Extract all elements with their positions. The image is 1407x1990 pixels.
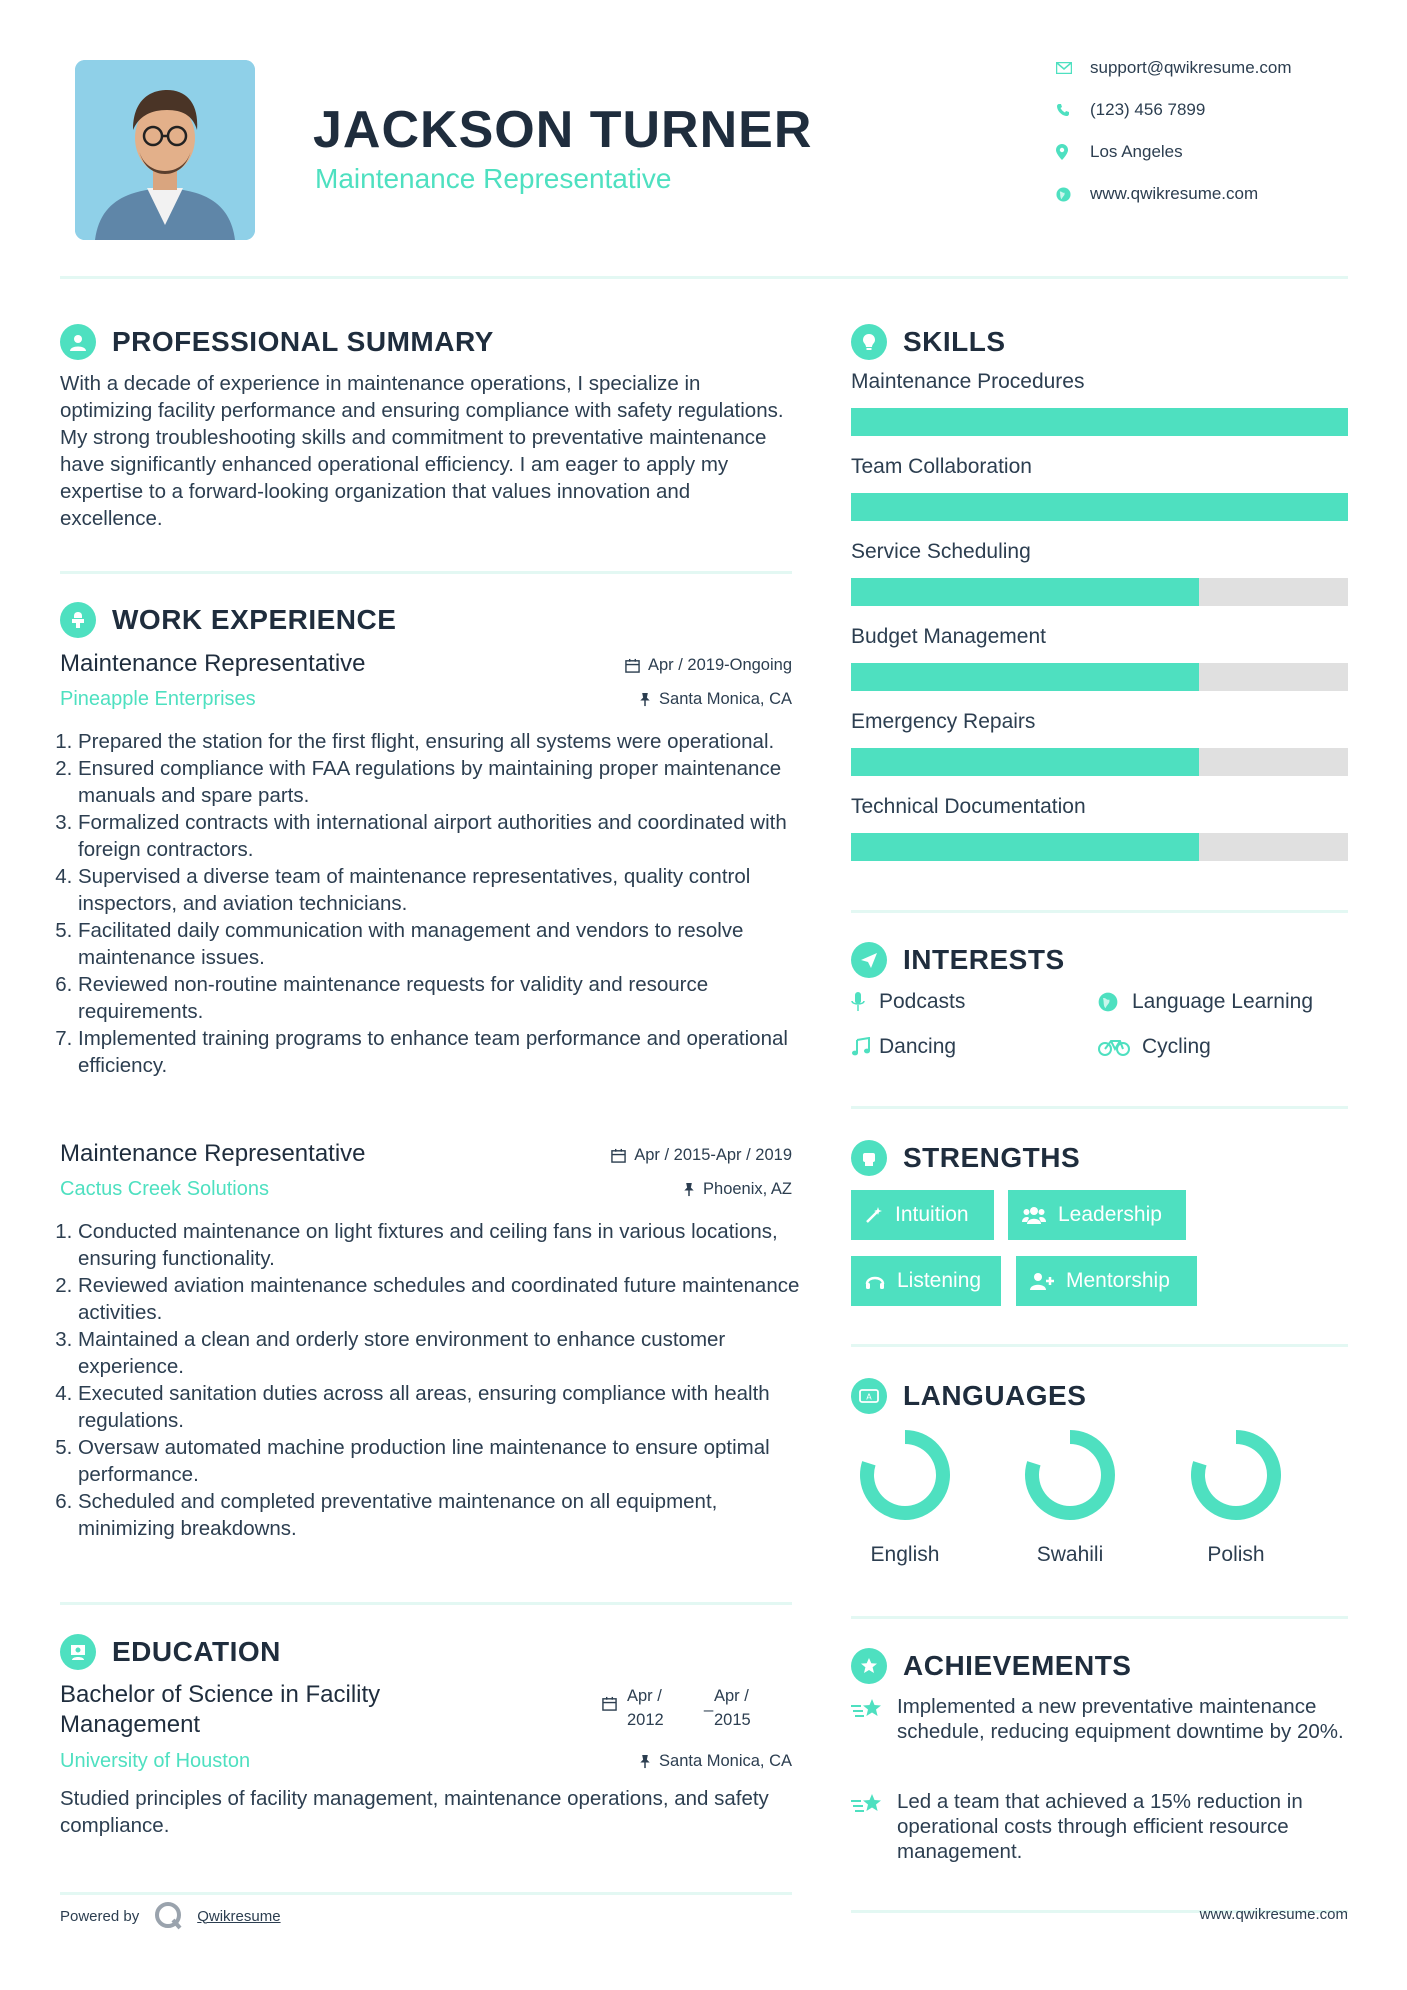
skill-bar-fill [851,833,1199,861]
interest-cycling [1098,1035,1211,1059]
qwikresume-logo-icon [153,1900,185,1932]
job-1-duty: 6. Reviewed non-routine maintenance requests for validity and resource requirements. [78,971,813,1025]
education-title: EDUCATION [112,1636,281,1667]
contact-phone-text: (123) 456 7899 [1090,100,1206,119]
skills-heading [851,324,1006,360]
skills-title: SKILLS [903,326,1006,357]
profile-photo-image [75,60,255,240]
translate-icon [851,1378,887,1414]
skill-bar-fill [851,663,1199,691]
contact-block [1056,56,1356,226]
calendar-icon [602,1696,617,1716]
achievement-item [851,1694,1348,1744]
interest-label: Language Learning [1132,990,1314,1013]
qwikresume-link[interactable]: Qwikresume [197,1907,281,1925]
candidate-role: Maintenance Representative [315,163,672,194]
skill-bar-track [851,833,1348,861]
strengths-divider [851,1344,1348,1347]
education-start-month: Apr / [627,1687,662,1705]
summary-divider [60,571,792,574]
skills-divider [851,910,1348,913]
strength-intuition [851,1190,994,1240]
candidate-name: JACKSON TURNER [313,101,813,159]
languages-heading [851,1378,1086,1414]
fist-icon [851,1140,887,1176]
work-divider [60,1602,792,1605]
magic-wand-icon [865,1206,883,1224]
contact-phone[interactable] [1056,98,1205,122]
language-label: Polish [1207,1543,1265,1566]
language-ring [1018,1423,1122,1527]
language-ring [1184,1423,1288,1527]
headphones-icon [865,1272,885,1290]
achievement-text: Led a team that achieved a 15% reduction in operational costs through efficient resource management. [897,1790,1303,1863]
job-2-dates-text: Apr / 2015-Apr / 2019 [634,1146,792,1164]
shooting-star-icon [851,1694,897,1744]
strengths-title: STRENGTHS [903,1142,1081,1173]
envelope-icon [1056,62,1090,74]
contact-website[interactable] [1056,182,1258,206]
interests-heading [851,942,1065,978]
contact-email[interactable] [1056,56,1292,80]
pushpin-icon [639,1754,651,1769]
skill-bar-track [851,408,1348,436]
strength-label: Listening [897,1269,982,1292]
microphone-icon [851,992,879,1012]
star-badge-icon [851,1648,887,1684]
education-start [627,1684,664,1732]
job-2-duty: 1. Conducted maintenance on light fixtures and ceiling fans in various locations, ensuring functionality. [78,1218,813,1272]
skill-label: Service Scheduling [851,540,1031,563]
strength-label: Leadership [1058,1203,1162,1226]
user-plus-icon [1030,1272,1054,1290]
interests-divider [851,1106,1348,1109]
calendar-icon [611,1148,626,1163]
work-heading [60,602,396,638]
job-2-duties [60,1218,813,1542]
interest-label: Dancing [879,1035,957,1058]
phone-icon [1056,103,1090,117]
job-2-duty: 5. Oversaw automated machine production line maintenance to ensure optimal performance. [78,1434,813,1488]
job-1-dates-text: Apr / 2019-Ongoing [647,656,792,674]
interests-title: INTERESTS [903,944,1065,975]
job-2-duty: 3. Maintained a clean and orderly store environment to enhance customer experience. [78,1326,813,1380]
education-degree-line1: Bachelor of Science in Facility [60,1681,381,1708]
contact-location [1056,140,1183,164]
work-title: WORK EXPERIENCE [112,604,397,635]
education-degree-line2: Management [60,1711,201,1738]
education-location-text: Santa Monica, CA [659,1752,792,1770]
interest-dancing [851,1035,956,1059]
profile-photo [75,60,255,240]
language-ring-arc [1198,1437,1274,1513]
contact-email-text: support@qwikresume.com [1090,58,1292,77]
job-2-title: Maintenance Representative [60,1140,366,1167]
map-pin-icon [1056,144,1090,160]
bicycle-icon [1098,1038,1142,1056]
job-1-duty: 1. Prepared the station for the first flight, ensuring all systems were operational. [78,728,813,755]
skill-bar-fill [851,408,1348,436]
job-1-dates [500,656,792,675]
language-label: Swahili [1036,1543,1104,1566]
pushpin-icon [639,692,651,707]
interest-label: Podcasts [879,990,966,1013]
interest-language-learning [1098,990,1313,1014]
skill-label: Budget Management [851,625,1046,648]
language-label: English [870,1543,940,1566]
education-degree [60,1680,380,1740]
strength-label: Intuition [895,1203,969,1226]
job-1-duty: 5. Facilitated daily communication with management and vendors to resolve maintenance issues. [78,917,813,971]
interest-podcasts [851,990,965,1014]
shooting-star-icon [851,1789,897,1864]
calendar-icon [625,658,640,673]
job-1-title: Maintenance Representative [60,650,366,677]
job-2-company: Cactus Creek Solutions [60,1178,269,1200]
language-ring-arc [1032,1437,1108,1513]
job-1-duties [60,728,813,1079]
users-icon [1022,1206,1046,1224]
skill-bar-fill [851,748,1199,776]
contact-location-text: Los Angeles [1090,142,1183,161]
skill-bar-track [851,663,1348,691]
contact-website-text: www.qwikresume.com [1090,184,1259,203]
education-end-month: Apr / [714,1687,749,1705]
strengths-heading [851,1140,1080,1176]
skill-bar-track [851,748,1348,776]
lightbulb-icon [851,324,887,360]
strength-mentorship [1016,1256,1197,1306]
job-1-duty: 7. Implemented training programs to enhance team performance and operational efficiency. [78,1025,813,1079]
job-1-duty: 4. Supervised a diverse team of maintenance representatives, quality control inspectors, and aviation technicians. [78,863,813,917]
skill-label: Emergency Repairs [851,710,1036,733]
summary-text: With a decade of experience in maintenance operations, I specialize in optimizing facility performance and ensuring compliance with safety regulations. My strong troubleshooting skills and commitment to preventative maintenance have significantly enhanced operational efficiency. I am eager to apply my expertise to a forward-looking organization that values innovation and excellence. [60,372,784,530]
briefcase-icon [60,602,96,638]
achievement-text: Implemented a new preventative maintenance schedule, reducing equipment downtime by 20%. [897,1695,1344,1743]
job-2-dates [500,1146,792,1165]
skill-bar-fill [851,578,1199,606]
education-text: Studied principles of facility management, maintenance operations, and safety compliance. [60,1787,769,1837]
education-school: University of Houston [60,1750,251,1772]
job-1-duty: 3. Formalized contracts with international airport authorities and coordinated with foreign contractors. [78,809,813,863]
achievements-heading [851,1648,1131,1684]
globe-icon [1098,992,1132,1012]
job-1-location-text: Santa Monica, CA [659,690,792,708]
education-end [714,1684,751,1732]
globe-icon [1056,187,1090,202]
paper-plane-icon [851,942,887,978]
language-ring [853,1423,957,1527]
graduation-icon [60,1634,96,1670]
summary-heading [60,324,494,360]
svg-text:A: A [866,1392,872,1402]
job-1-location [500,690,792,709]
languages-title: LANGUAGES [903,1380,1087,1411]
job-2-duty: 2. Reviewed aviation maintenance schedules and coordinated future maintenance activities. [78,1272,813,1326]
skill-bar-track [851,578,1348,606]
pushpin-icon [683,1182,695,1197]
strength-label: Mentorship [1066,1269,1170,1292]
summary-title: PROFESSIONAL SUMMARY [112,326,494,357]
job-2-location [500,1180,792,1199]
education-start-year: 2012 [627,1711,664,1729]
job-2-duty: 6. Scheduled and completed preventative maintenance on all equipment, minimizing breakdowns. [78,1488,813,1542]
job-1-company: Pineapple Enterprises [60,688,256,710]
education-end-year: 2015 [714,1711,751,1729]
skill-label: Technical Documentation [851,795,1086,818]
powered-by [60,1900,281,1932]
education-location [500,1752,792,1771]
skill-bar-track [851,493,1348,521]
skill-label: Team Collaboration [851,455,1032,478]
interest-label: Cycling [1142,1035,1211,1058]
languages-divider [851,1616,1348,1619]
user-icon [60,324,96,360]
music-note-icon [851,1037,879,1057]
education-heading [60,1634,281,1670]
achievements-title: ACHIEVEMENTS [903,1650,1132,1681]
powered-by-label: Powered by [60,1907,140,1925]
strength-leadership [1008,1190,1186,1240]
job-2-duty: 4. Executed sanitation duties across all areas, ensuring compliance with health regulations. [78,1380,813,1434]
job-1-duty: 2. Ensured compliance with FAA regulations by maintaining proper maintenance manuals and spare parts. [78,755,813,809]
job-2-location-text: Phoenix, AZ [703,1180,792,1198]
language-ring-arc [867,1437,943,1513]
achievement-item [851,1789,1348,1864]
skill-label: Maintenance Procedures [851,370,1085,393]
date-separator: _ [704,1694,714,1712]
footer-website[interactable]: www.qwikresume.com [1199,1906,1348,1923]
strength-listening [851,1256,1001,1306]
skill-bar-fill [851,493,1348,521]
education-divider [60,1892,792,1895]
header-divider [60,276,1348,279]
